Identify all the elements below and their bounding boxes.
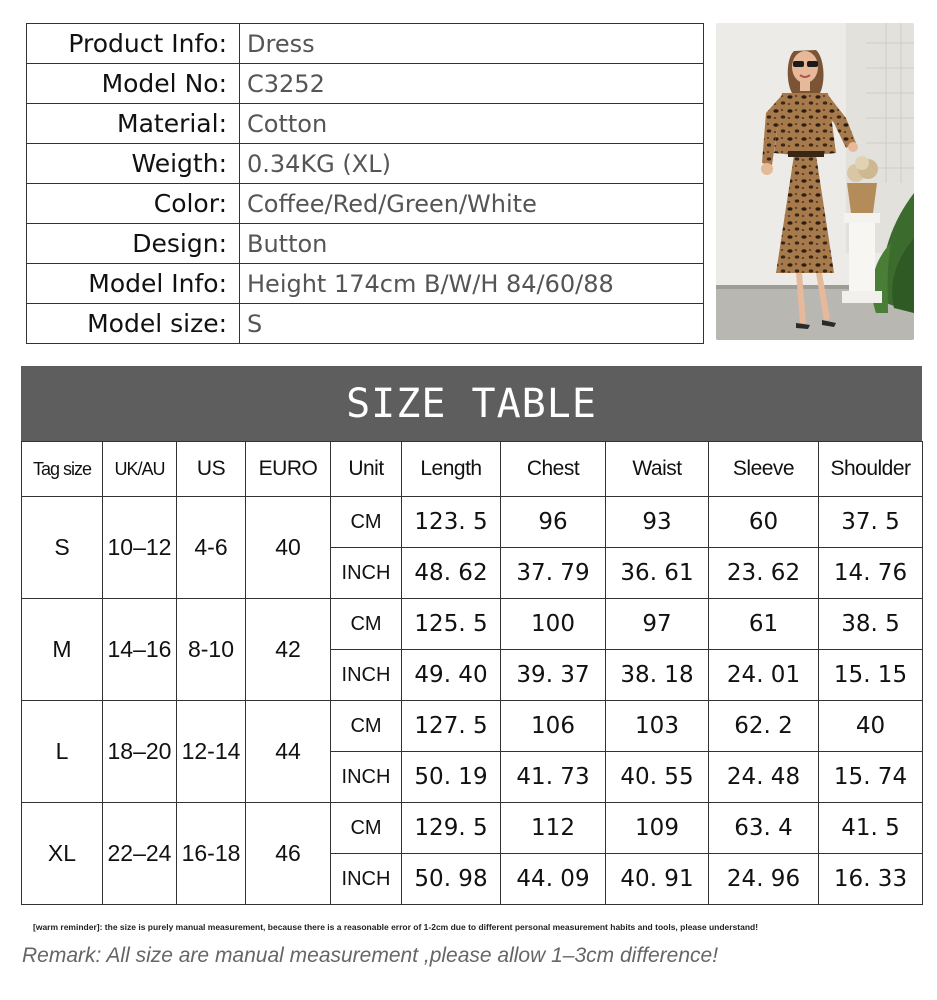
- sleeve-cell: 62. 2: [709, 701, 819, 752]
- euro-cell: 42: [246, 599, 331, 701]
- info-value: Cotton: [240, 104, 704, 144]
- unit-cell: INCH: [331, 650, 402, 701]
- unit-cell: CM: [331, 599, 402, 650]
- euro-cell: 46: [246, 803, 331, 905]
- info-row: [27, 24, 704, 64]
- info-label: Product Info:: [27, 24, 240, 64]
- warm-reminder-note: [warm reminder]: the size is purely manual measurement, because there is a reasonable error of 1-2cm due to different personal measurement habits and tools, please understand!: [33, 922, 759, 932]
- size-table-header: [22, 442, 923, 497]
- size-table: [21, 441, 923, 905]
- unit-cell: INCH: [331, 752, 402, 803]
- length-cell: 125. 5: [402, 599, 501, 650]
- info-row: [27, 104, 704, 144]
- header-chest: Chest: [501, 442, 606, 497]
- length-cell: 50. 98: [402, 854, 501, 905]
- header-sleeve: Sleeve: [709, 442, 819, 497]
- info-label: Weigth:: [27, 144, 240, 184]
- info-value: Height 174cm B/W/H 84/60/88: [240, 264, 704, 304]
- euro-cell: 44: [246, 701, 331, 803]
- us-cell: 4-6: [177, 497, 246, 599]
- euro-cell: 40: [246, 497, 331, 599]
- info-value: 0.34KG (XL): [240, 144, 704, 184]
- waist-cell: 40. 55: [606, 752, 709, 803]
- shoulder-cell: 38. 5: [819, 599, 923, 650]
- waist-cell: 93: [606, 497, 709, 548]
- header-us: US: [177, 442, 246, 497]
- waist-cell: 103: [606, 701, 709, 752]
- tag-size-cell: S: [22, 497, 103, 599]
- tag-size-cell: L: [22, 701, 103, 803]
- chest-cell: 37. 79: [501, 548, 606, 599]
- size-row-cm: [22, 497, 923, 548]
- sleeve-cell: 63. 4: [709, 803, 819, 854]
- sleeve-cell: 24. 01: [709, 650, 819, 701]
- info-label: Material:: [27, 104, 240, 144]
- chest-cell: 44. 09: [501, 854, 606, 905]
- length-cell: 50. 19: [402, 752, 501, 803]
- waist-cell: 109: [606, 803, 709, 854]
- us-cell: 16-18: [177, 803, 246, 905]
- sleeve-cell: 23. 62: [709, 548, 819, 599]
- info-label: Model Info:: [27, 264, 240, 304]
- model-photo-illustration: [716, 23, 914, 340]
- size-row-cm: [22, 803, 923, 854]
- info-value: Dress: [240, 24, 704, 64]
- header-length: Length: [402, 442, 501, 497]
- uk-au-cell: 10–12: [103, 497, 177, 599]
- unit-cell: CM: [331, 497, 402, 548]
- waist-cell: 97: [606, 599, 709, 650]
- header-tag-size: Tag size: [22, 442, 103, 497]
- unit-cell: INCH: [331, 854, 402, 905]
- size-row-cm: [22, 599, 923, 650]
- us-cell: 8-10: [177, 599, 246, 701]
- header-waist: Waist: [606, 442, 709, 497]
- chest-cell: 96: [501, 497, 606, 548]
- header-uk-au: UK/AU: [103, 442, 177, 497]
- header-unit: Unit: [331, 442, 402, 497]
- waist-cell: 40. 91: [606, 854, 709, 905]
- info-row: [27, 144, 704, 184]
- header-euro: EURO: [246, 442, 331, 497]
- header-shoulder: Shoulder: [819, 442, 923, 497]
- shoulder-cell: 40: [819, 701, 923, 752]
- unit-cell: CM: [331, 701, 402, 752]
- unit-cell: INCH: [331, 548, 402, 599]
- length-cell: 48. 62: [402, 548, 501, 599]
- info-label: Color:: [27, 184, 240, 224]
- info-row: [27, 264, 704, 304]
- shoulder-cell: 16. 33: [819, 854, 923, 905]
- length-cell: 129. 5: [402, 803, 501, 854]
- remark-note: Remark: All size are manual measurement ,please allow 1–3cm difference!: [22, 944, 719, 967]
- sleeve-cell: 61: [709, 599, 819, 650]
- chest-cell: 41. 73: [501, 752, 606, 803]
- tag-size-cell: M: [22, 599, 103, 701]
- shoulder-cell: 14. 76: [819, 548, 923, 599]
- shoulder-cell: 15. 15: [819, 650, 923, 701]
- shoulder-cell: 37. 5: [819, 497, 923, 548]
- chest-cell: 39. 37: [501, 650, 606, 701]
- length-cell: 127. 5: [402, 701, 501, 752]
- length-cell: 123. 5: [402, 497, 501, 548]
- info-row: [27, 224, 704, 264]
- sleeve-cell: 24. 96: [709, 854, 819, 905]
- chest-cell: 100: [501, 599, 606, 650]
- info-row: [27, 184, 704, 224]
- unit-cell: CM: [331, 803, 402, 854]
- tag-size-cell: XL: [22, 803, 103, 905]
- uk-au-cell: 18–20: [103, 701, 177, 803]
- info-label: Design:: [27, 224, 240, 264]
- info-value: Button: [240, 224, 704, 264]
- info-row: [27, 64, 704, 104]
- sleeve-cell: 60: [709, 497, 819, 548]
- waist-cell: 36. 61: [606, 548, 709, 599]
- us-cell: 12-14: [177, 701, 246, 803]
- shoulder-cell: 41. 5: [819, 803, 923, 854]
- uk-au-cell: 22–24: [103, 803, 177, 905]
- sleeve-cell: 24. 48: [709, 752, 819, 803]
- waist-cell: 38. 18: [606, 650, 709, 701]
- info-row: [27, 304, 704, 344]
- info-value: C3252: [240, 64, 704, 104]
- chest-cell: 106: [501, 701, 606, 752]
- size-table-title: SIZE TABLE: [21, 366, 922, 441]
- shoulder-cell: 15. 74: [819, 752, 923, 803]
- info-value: Coffee/Red/Green/White: [240, 184, 704, 224]
- info-label: Model No:: [27, 64, 240, 104]
- product-info-table: [26, 23, 704, 344]
- length-cell: 49. 40: [402, 650, 501, 701]
- model-photo: [716, 23, 914, 340]
- info-value: S: [240, 304, 704, 344]
- uk-au-cell: 14–16: [103, 599, 177, 701]
- info-label: Model size:: [27, 304, 240, 344]
- size-row-cm: [22, 701, 923, 752]
- chest-cell: 112: [501, 803, 606, 854]
